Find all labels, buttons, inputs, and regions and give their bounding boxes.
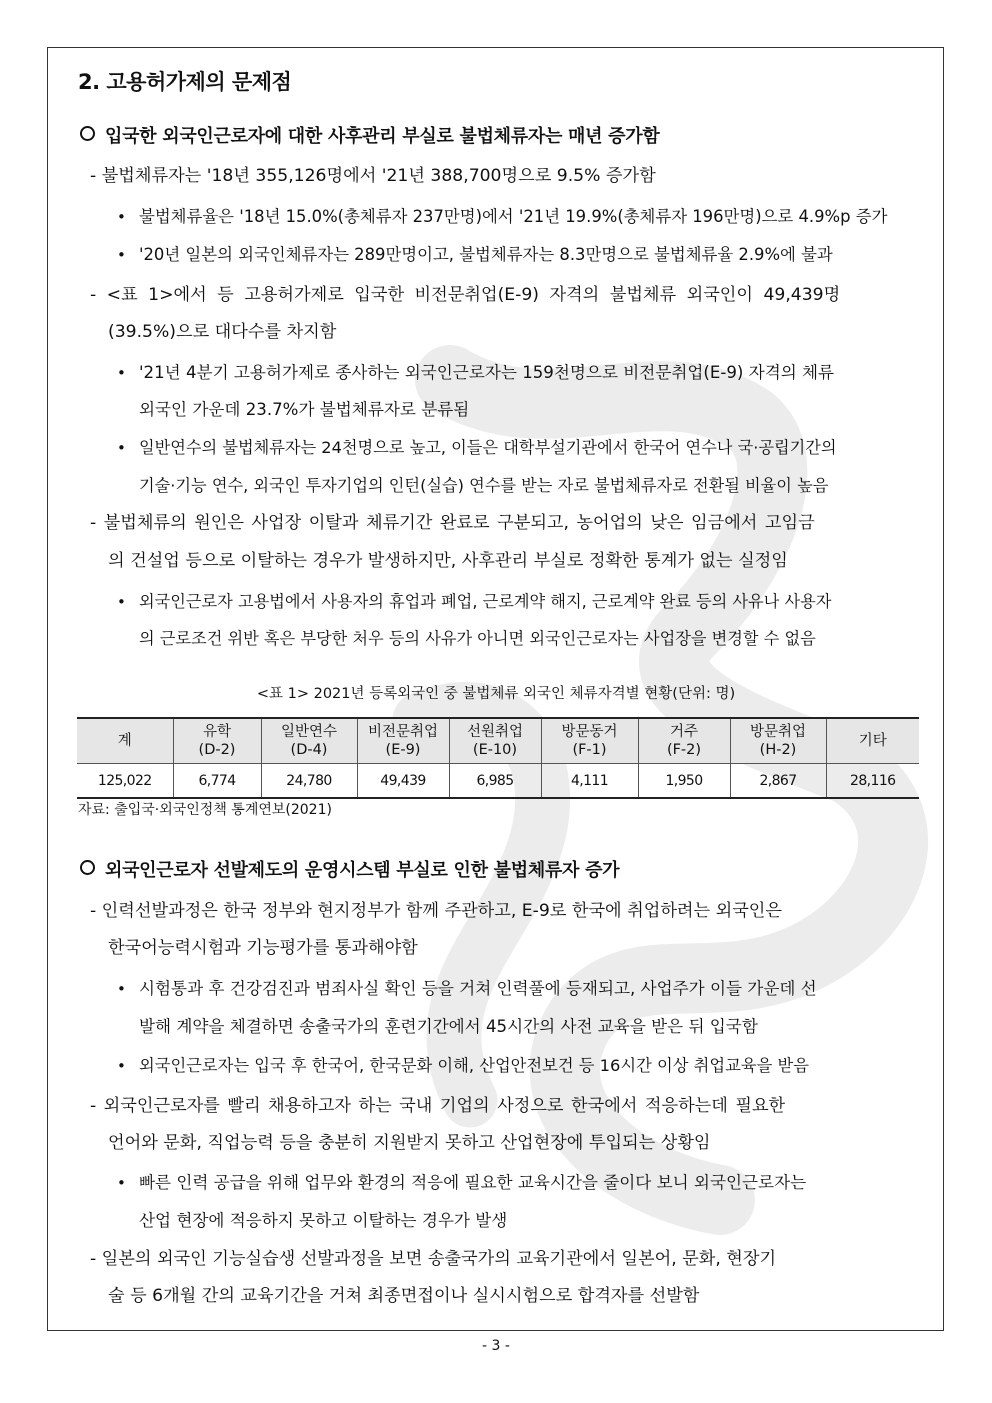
dash-item: - 인력선발과정은 한국 정부와 현지정부가 함께 주관하고, E-9로 한국에 취업하려는 외국인은 [90, 901, 783, 921]
header-cell: 유학 (D-2) [173, 718, 261, 764]
section-title: 2. 고용허가제의 문제점 [78, 70, 292, 94]
dash-item: - 불법체류자는 '18년 355,126명에서 '21년 388,700명으로 9.5% 증가함 [90, 166, 656, 186]
bullet-item: 빠른 인력 공급을 위해 업무와 환경의 적응에 필요한 교육시간을 줄이다 보니 외국인근로자는 [139, 1173, 807, 1192]
value-cell: 28,116 [826, 764, 919, 799]
dash-item: - 외국인근로자를 빨리 채용하고자 하는 국내 기업의 사정으로 한국에서 적응하는데 필요한 [90, 1096, 786, 1116]
dash-item: - 불법체류의 원인은 사업장 이탈과 체류기간 완료로 구분되고, 농어업의 낮은 임금에서 고임금 [90, 513, 815, 533]
bullet-dot-icon: • [117, 980, 126, 998]
dash-item: - 일본의 외국인 기능실습생 선발과정을 보면 송출국가의 교육기관에서 일본어, 문화, 현장기 [90, 1249, 777, 1269]
dash-item-cont: 언어와 문화, 직업능력 등을 충분히 지원받지 못하고 산업현장에 투입되는 상황임 [108, 1133, 711, 1153]
header-cell: 비전문취업 (E-9) [357, 718, 449, 764]
bullet-item-cont: 발해 계약을 체결하면 송출국가의 훈련기간에서 45시간의 사전 교육을 받은 뒤 입국함 [139, 1017, 758, 1036]
circle-bullet-icon [80, 860, 95, 875]
bullet-item: 불법체류율은 '18년 15.0%(총체류자 237만명)에서 '21년 19.9%(총체류자 196만명)으로 4.9%p 증가 [139, 207, 888, 226]
header-cell: 방문취업 (H-2) [730, 718, 826, 764]
bullet-item: '20년 일본의 외국인체류자는 289만명이고, 불법체류자는 8.3만명으로 불법체류율 2.9%에 불과 [139, 245, 833, 264]
illegal-stay-table [77, 717, 919, 799]
bullet-item: 외국인근로자 고용법에서 사용자의 휴업과 폐업, 근로계약 해지, 근로계약 완료 등의 사유나 사용자 [139, 592, 832, 611]
dash-item-cont: 의 건설업 등으로 이탈하는 경우가 발생하지만, 사후관리 부실로 정확한 통계가 없는 실정임 [108, 551, 788, 571]
bullet-dot-icon: • [117, 593, 126, 611]
value-cell: 4,111 [541, 764, 638, 799]
value-cell: 125,022 [77, 764, 173, 799]
dash-item: - <표 1>에서 등 고용허가제로 입국한 비전문취업(E-9) 자격의 불법체류 외국인이 49,439명 [90, 285, 841, 305]
value-cell: 2,867 [730, 764, 826, 799]
bullet-dot-icon: • [117, 1057, 126, 1075]
heading-selection-system [80, 858, 619, 884]
header-cell: 계 [77, 718, 173, 764]
bullet-item-cont: 외국인 가운데 23.7%가 불법체류자로 분류됨 [139, 400, 470, 419]
bullet-dot-icon: • [117, 364, 126, 382]
bullet-dot-icon: • [117, 439, 126, 457]
table-source: 자료: 출입국·외국인정책 통계연보(2021) [78, 802, 332, 818]
bullet-dot-icon: • [117, 1174, 126, 1192]
value-cell: 6,985 [449, 764, 541, 799]
header-cell: 방문동거 (F-1) [541, 718, 638, 764]
header-cell: 일반연수 (D-4) [261, 718, 357, 764]
dash-item-cont: 한국어능력시험과 기능평가를 통과해야함 [108, 938, 418, 958]
value-cell: 49,439 [357, 764, 449, 799]
header-cell: 기타 [826, 718, 919, 764]
heading-illegal-stay-increase [80, 124, 659, 150]
heading-text: 외국인근로자 선발제도의 운영시스템 부실로 인한 불법체류자 증가 [105, 860, 620, 881]
bullet-dot-icon: • [117, 246, 126, 264]
value-cell: 24,780 [261, 764, 357, 799]
bullet-item-cont: 산업 현장에 적응하지 못하고 이탈하는 경우가 발생 [139, 1211, 508, 1230]
dash-item-cont: 술 등 6개월 간의 교육기간을 거쳐 최종면접이나 실시시험으로 합격자를 선발함 [108, 1286, 700, 1306]
page-number: - 3 - [482, 1338, 510, 1354]
header-cell: 거주 (F-2) [638, 718, 730, 764]
value-cell: 6,774 [173, 764, 261, 799]
bullet-item: 일반연수의 불법체류자는 24천명으로 높고, 이들은 대학부설기관에서 한국어 연수나 국·공립기간의 [139, 438, 837, 457]
dash-item-cont: (39.5%)으로 대다수를 차지함 [108, 322, 337, 342]
table-header-row [77, 718, 919, 764]
bullet-item: 시험통과 후 건강검진과 범죄사실 확인 등을 거쳐 인력풀에 등재되고, 사업주가 이들 가운데 선 [139, 979, 817, 998]
table-row [77, 764, 919, 799]
bullet-item: 외국인근로자는 입국 후 한국어, 한국문화 이해, 산업안전보건 등 16시간 이상 취업교육을 받음 [139, 1056, 809, 1075]
bullet-item-cont: 의 근로조건 위반 혹은 부당한 처우 등의 사유가 아니면 외국인근로자는 사업장을 변경할 수 없음 [139, 629, 816, 648]
value-cell: 1,950 [638, 764, 730, 799]
bullet-item-cont: 기술·기능 연수, 외국인 투자기업의 인턴(실습) 연수를 받는 자로 불법체류자로 전환될 비율이 높음 [139, 476, 829, 495]
circle-bullet-icon [80, 126, 95, 141]
heading-text: 입국한 외국인근로자에 대한 사후관리 부실로 불법체류자는 매년 증가함 [105, 126, 660, 147]
table-caption: <표 1> 2021년 등록외국인 중 불법체류 외국인 체류자격별 현황(단위: 명) [256, 686, 736, 702]
header-cell: 선원취업 (E-10) [449, 718, 541, 764]
bullet-item: '21년 4분기 고용허가제로 종사하는 외국인근로자는 159천명으로 비전문취업(E-9) 자격의 체류 [139, 363, 835, 382]
bullet-dot-icon: • [117, 208, 126, 226]
